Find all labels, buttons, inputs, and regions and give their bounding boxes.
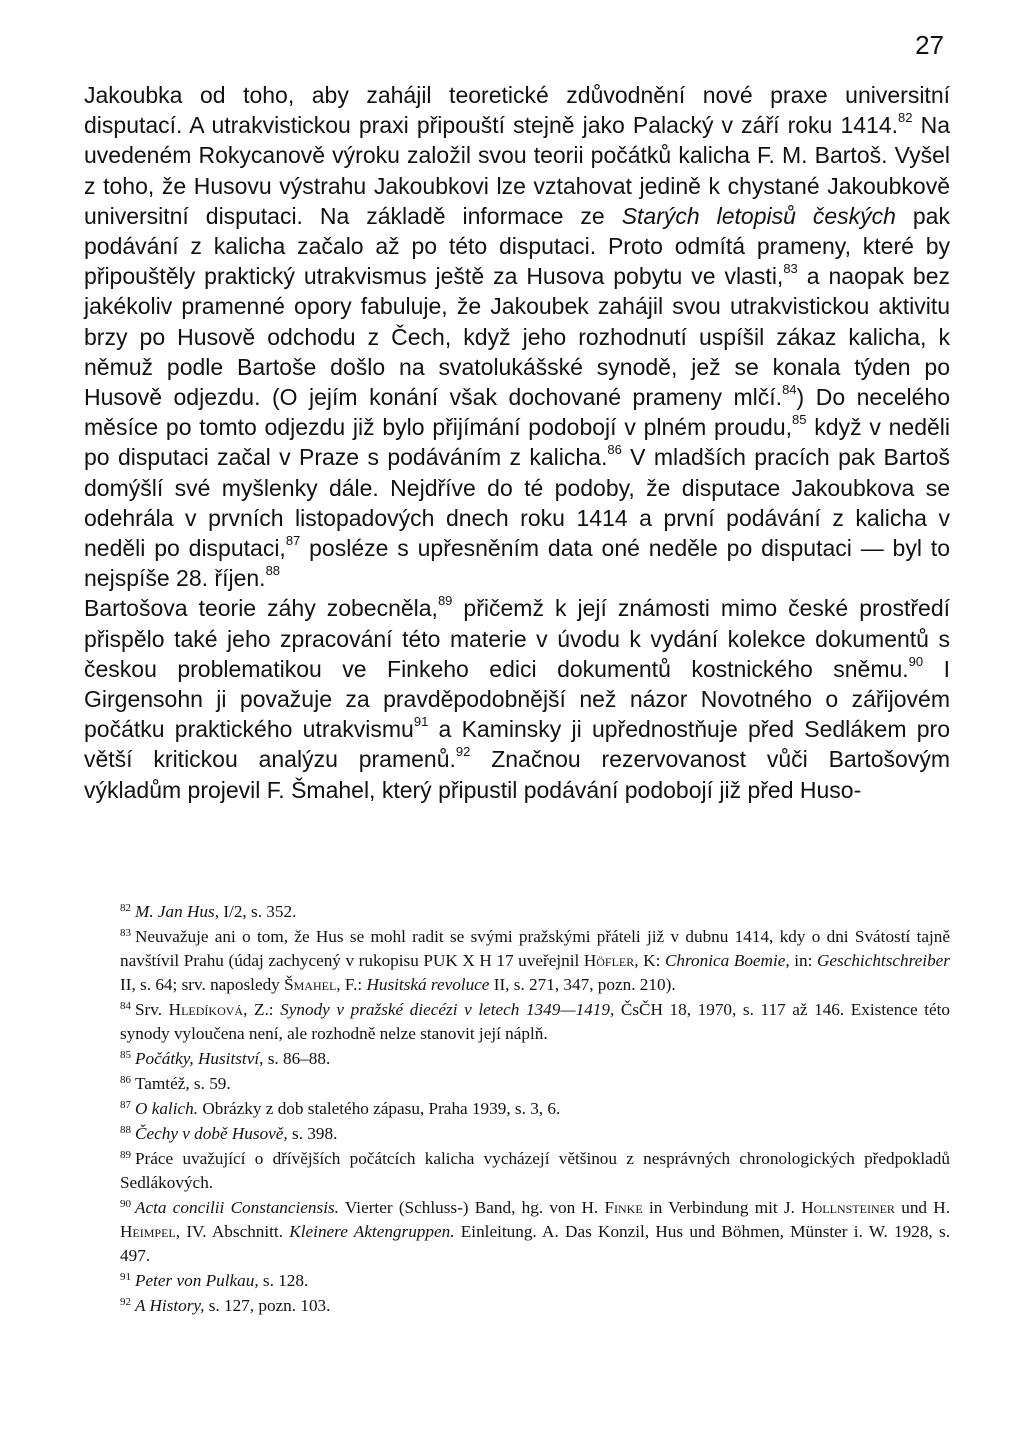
footnote-number: 86 bbox=[120, 1074, 131, 1086]
footnote-italic-text: Acta concilii Constanciensis. bbox=[135, 1198, 339, 1217]
footnote-text: Vierter (Schluss-) Band, hg. von H. bbox=[338, 1198, 605, 1217]
page-number: 27 bbox=[915, 30, 944, 60]
footnote-text: Práce uvažující o dřívějších počátcích kalicha vycházejí většinou z nesprávných chronologických předpokladů Sedlákových. bbox=[120, 1149, 950, 1192]
footnote-italic-text: Chronica Boemie bbox=[664, 951, 786, 970]
footnote-number: 89 bbox=[120, 1149, 131, 1161]
footnote-number: 92 bbox=[120, 1296, 131, 1308]
footnote bbox=[84, 1097, 950, 1121]
footnote-italic-text: Čechy v době Husově, bbox=[135, 1124, 288, 1143]
footnote-number: 82 bbox=[120, 902, 131, 914]
footnote bbox=[84, 1047, 950, 1071]
main-text bbox=[84, 80, 950, 805]
footnote-number: 90 bbox=[120, 1198, 131, 1210]
author-name: Hollnsteiner bbox=[801, 1198, 895, 1217]
paragraph-text: ) Do necelého měsíce po tomto odjezdu již bylo přijímání podobojí v plném proudu, bbox=[84, 384, 950, 441]
paragraph-text: a Kaminsky ji upřednostňuje před Sedlákem pro větší kritickou analýzu pramenů. bbox=[84, 716, 950, 773]
footnote-reference: 86 bbox=[607, 442, 622, 458]
footnote bbox=[84, 1122, 950, 1146]
paragraph-text: posléze s upřesněním data oné neděle po disputaci — byl to nejspíše 28. říjen. bbox=[84, 535, 950, 592]
author-name: Finke bbox=[604, 1198, 643, 1217]
footnote-text: Obrázky z dob staletého zápasu, Praha 1939, s. 3, 6. bbox=[198, 1099, 561, 1118]
footnote-text: , K: bbox=[634, 951, 665, 970]
footnote bbox=[84, 925, 950, 997]
author-name: Höfler bbox=[583, 951, 635, 970]
footnote-number: 84 bbox=[120, 1000, 131, 1012]
footnote-italic-text: A History, bbox=[135, 1296, 205, 1315]
footnote bbox=[84, 1294, 950, 1318]
footnote-text: s. 398. bbox=[287, 1124, 338, 1143]
footnote-text: I/2, s. 352. bbox=[219, 902, 297, 921]
footnote-text: und H. bbox=[894, 1198, 950, 1217]
footnote-italic-text: Synody v pražské diecézi v letech 1349—1419, bbox=[280, 1000, 615, 1019]
footnote-text: , in: bbox=[785, 951, 817, 970]
paragraph-text: Značnou rezervovanost vůči Bartošovým výkladům projevil F. Šmahel, který připustil podávání podobojí již před Huso- bbox=[84, 746, 950, 803]
footnote-number: 88 bbox=[120, 1124, 131, 1136]
footnote-text: II, s. 271, 347, pozn. 210). bbox=[489, 975, 676, 994]
footnote-reference: 84 bbox=[782, 382, 797, 398]
footnotes bbox=[84, 900, 950, 1319]
footnote-text: s. 86–88. bbox=[263, 1049, 331, 1068]
footnote bbox=[84, 1196, 950, 1268]
footnote bbox=[84, 1269, 950, 1293]
footnote-text: Neuvažuje ani o tom, že Hus se mohl radit se svými pražskými přáteli již v dubnu 1414, kdy o dni Svátostí tajně navštívil Prahu (údaj zachycený v rukopisu PUK X H 17 uveřejnil bbox=[120, 927, 950, 970]
footnote-italic-text: M. Jan Hus, bbox=[135, 902, 220, 921]
footnote-reference: 85 bbox=[792, 412, 807, 428]
paragraph-text: když v neděli po disputaci začal v Praze s podáváním z kalicha. bbox=[84, 414, 950, 471]
footnote bbox=[84, 998, 950, 1046]
footnote-text: s. 128. bbox=[258, 1271, 309, 1290]
paragraph-text: Jakoubka od toho, aby zahájil teoretické zdůvodnění nové praxe universitní disputací. A utrakvistickou praxi připouští stejně jako Palacký v září roku 1414. bbox=[84, 82, 950, 139]
paragraph-text: Na uvedeném Rokycanově výroku založil svou teorii počátků kalicha F. M. Bartoš. Vyšel z toho, že Husovu výstrahu Jakoubkovi lze vztahovat jedině k chystané Jakoubkově universitní disputaci. Na základě informace ze bbox=[84, 112, 950, 229]
footnote-reference: 91 bbox=[413, 714, 429, 730]
footnote-text: Tamtéž, s. 59. bbox=[135, 1074, 231, 1093]
author-name: Hledíková bbox=[168, 1000, 244, 1019]
footnote-text: s. 127, pozn. 103. bbox=[204, 1296, 331, 1315]
footnote-italic-text: Husitská revoluce bbox=[366, 975, 490, 994]
paragraph-text: Bartošova teorie záhy zobecněla, bbox=[84, 595, 438, 622]
footnote-italic-text: Geschichtschreiber bbox=[816, 951, 950, 970]
footnote-reference: 89 bbox=[437, 593, 453, 609]
paragraph-text: V mladších pracích pak Bartoš domýšlí své myšlenky dále. Nejdříve do té podoby, že disputace Jakoubkova se odehrála v prvních listopadových dnech roku 1414 a první podávání z kalicha v neděli po disputaci, bbox=[84, 444, 950, 562]
footnote-number: 83 bbox=[120, 927, 131, 939]
footnote-italic-text: O kalich. bbox=[135, 1099, 199, 1118]
paragraph bbox=[84, 593, 950, 804]
footnote-italic-text: Peter von Pulkau, bbox=[135, 1271, 259, 1290]
footnote-text: ČsČH 18, 1970, s. 117 až 146. Existence této synody vyloučena není, ale rozhodně nelze stanovit její náplň. bbox=[120, 1000, 950, 1043]
footnote bbox=[84, 1072, 950, 1096]
paragraph-text: I Girgensohn ji považuje za pravděpodobnější než názor Novotného o zářijovém počátku praktického utrakvismu bbox=[84, 655, 950, 743]
footnote-text: Einleitung. A. Das Konzil, Hus und Böhmen, Münster i. W. 1928, s. 497. bbox=[120, 1222, 950, 1265]
footnote-reference: 83 bbox=[783, 261, 798, 277]
footnote-text: II, s. 64; srv. naposledy bbox=[120, 975, 285, 994]
footnote-text: in Verbindung mit J. bbox=[642, 1198, 802, 1217]
paragraph-text: pak podávání z kalicha začalo až po této disputaci. Proto odmítá prameny, které by připouštěly praktický utrakvismus ještě za Husova pobytu ve vlasti, bbox=[84, 202, 950, 290]
footnote bbox=[84, 900, 950, 924]
paragraph bbox=[84, 80, 950, 593]
footnote-reference: 90 bbox=[908, 653, 924, 669]
footnote-number: 91 bbox=[120, 1271, 131, 1283]
footnote-reference: 82 bbox=[898, 110, 913, 126]
footnote-text: , IV. Abschnitt. bbox=[175, 1222, 290, 1241]
footnote-number: 85 bbox=[120, 1049, 131, 1061]
footnote-reference: 92 bbox=[455, 744, 471, 760]
author-name: Šmahel bbox=[284, 975, 337, 994]
footnote bbox=[84, 1147, 950, 1195]
footnote-italic-text: Kleinere Aktengruppen. bbox=[289, 1222, 455, 1241]
footnote-text: Srv. bbox=[135, 1000, 169, 1019]
footnote-text: , Z.: bbox=[243, 1000, 281, 1019]
footnote-text: , F.: bbox=[336, 975, 367, 994]
footnote-italic-text: Počátky, Husitství, bbox=[135, 1049, 264, 1068]
footnote-reference: 88 bbox=[265, 563, 281, 579]
paragraph-text: přičemž k její známosti mimo české prostředí přispělo také jeho zpracování této materie v úvodu k vydání kolekce dokumentů s českou problematikou ve Finkeho edici dokumentů kostnického sněmu. bbox=[84, 595, 950, 682]
footnote-reference: 87 bbox=[285, 533, 301, 549]
paragraph-text: a naopak bez jakékoliv pramenné opory fabuluje, že Jakoubek zahájil svou utrakvistickou aktivitu brzy po Husově odchodu z Čech, když jeho rozhodnutí uspíšil zákaz kalicha, k němuž podle Bartoše došlo na svatolukášské synodě, jež se konala týden po Husově odjezdu. (O jejím konání však dochované prameny mlčí. bbox=[84, 263, 950, 411]
author-name: Heimpel bbox=[120, 1222, 176, 1241]
footnote-number: 87 bbox=[120, 1099, 131, 1111]
paragraph-italic-text: Starých letopisů českých bbox=[621, 202, 896, 229]
